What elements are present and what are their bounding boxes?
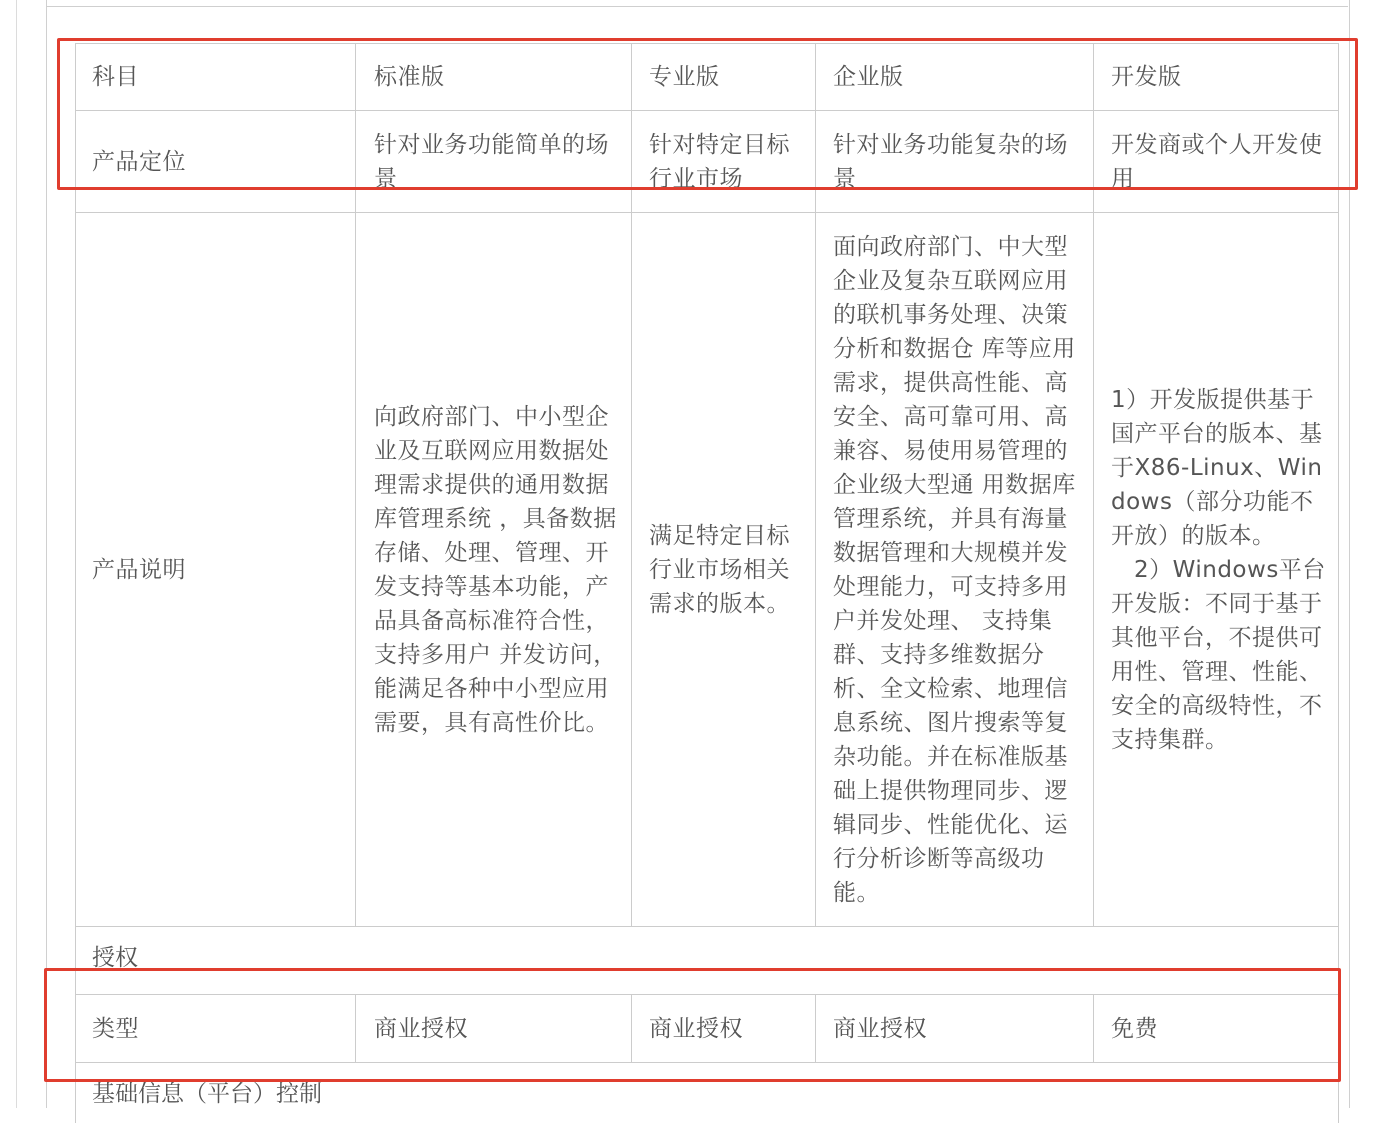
description-professional-text: 满足特定目标行业市场相关需求的版本。 — [649, 522, 790, 617]
top-divider — [46, 6, 1348, 7]
positioning-developer-cell — [1093, 111, 1339, 213]
platform-section-row — [75, 1063, 1339, 1123]
license-enterprise-cell — [815, 995, 1093, 1063]
license-enterprise-value: 商业授权 — [833, 1015, 927, 1042]
platform-section-title: 基础信息（平台）控制 — [92, 1081, 322, 1107]
positioning-label: 产品定位 — [92, 149, 186, 175]
description-standard-cell — [355, 213, 631, 927]
description-enterprise-text: 面向政府部门、中大型企业及复杂互联网应用的联机事务处理、决策分析和数据仓 库等应用需求，提供高性能、高安全、高可靠可用、高兼容、易使用易管理的企业级大型通 用数据库管理系统，并具有海量数据管理和大规模并发处理能力，可支持多用户并发处理、 支持集群、支持多维数据分析、全文检索、地理信息系统、图片搜索等复杂功能。并在标准版基础上提供物理同步、逻辑同步、性能优化、运行分析诊断等高级功能。 — [833, 233, 1076, 906]
license-developer-value: 免费 — [1111, 1015, 1158, 1042]
license-professional-cell — [631, 995, 815, 1063]
license-professional-value: 商业授权 — [649, 1015, 743, 1042]
license-section-row — [75, 927, 1339, 995]
license-label-cell — [75, 995, 355, 1063]
license-label: 类型 — [92, 1015, 139, 1042]
positioning-enterprise-cell — [815, 111, 1093, 213]
description-professional-cell — [631, 213, 815, 927]
header-professional-label: 专业版 — [649, 64, 720, 90]
positioning-developer-text: 开发商或个人开发使用 — [1111, 132, 1323, 192]
positioning-label-cell — [75, 111, 355, 213]
header-subject-label: 科目 — [92, 64, 139, 90]
description-enterprise-cell — [815, 213, 1093, 927]
positioning-enterprise-text: 针对业务功能复杂的场景 — [833, 132, 1068, 192]
license-standard-cell — [355, 995, 631, 1063]
header-cell-subject — [75, 43, 355, 111]
description-label: 产品说明 — [92, 556, 186, 583]
license-standard-value: 商业授权 — [374, 1015, 468, 1042]
header-cell-standard — [355, 43, 631, 111]
license-developer-cell — [1093, 995, 1339, 1063]
header-developer-label: 开发版 — [1111, 64, 1182, 90]
header-cell-enterprise — [815, 43, 1093, 111]
positioning-professional-text: 针对特定目标行业市场 — [649, 132, 790, 192]
positioning-standard-cell — [355, 111, 631, 213]
header-standard-label: 标准版 — [374, 64, 445, 90]
header-cell-developer — [1093, 43, 1339, 111]
description-developer-point-1: 1）开发版提供基于国产平台的版本、基于X86-Linux、Windows（部分功能不开放）的版本。 — [1111, 386, 1323, 549]
positioning-standard-text: 针对业务功能简单的场景 — [374, 132, 609, 192]
license-section-title: 授权 — [92, 945, 138, 971]
description-label-cell — [75, 213, 355, 927]
description-developer-point-2: 2）Windows平台开发版：不同于基于其他平台，不提供可用性、管理、性能、安全的高级特性，不支持集群。 — [1111, 556, 1326, 753]
description-standard-text: 向政府部门、中小型企业及互联网应用数据处理需求提供的通用数据库管理系统 ，具备数据存储、处理、管理、开发支持等基本功能，产品具备高标准符合性，支持多用户 并发访问，能满足各种中小型应用需要，具有高性价比。 — [374, 403, 617, 736]
header-enterprise-label: 企业版 — [833, 64, 904, 90]
positioning-professional-cell — [631, 111, 815, 213]
description-developer-cell — [1093, 213, 1339, 927]
header-cell-professional — [631, 43, 815, 111]
